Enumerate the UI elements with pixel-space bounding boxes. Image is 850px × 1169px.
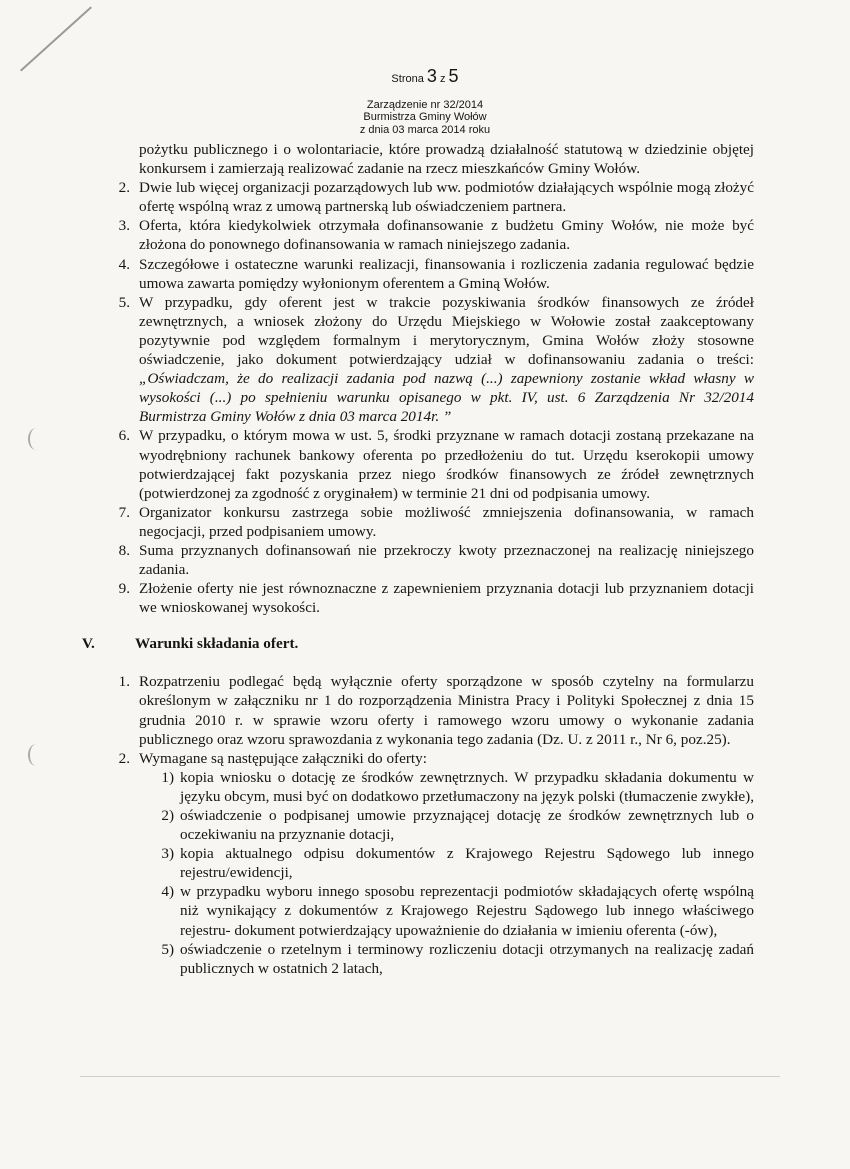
item-text: W przypadku, o którym mowa w ust. 5, środki przyznane w ramach dotacji zostaną przekazane na wyodrębniony rachunek bankowy oferenta po przedłożeniu do tut. Urzędu kserokopii umowy potwierdzającej fakt pozyskania przez niego środków finansowych ze źródeł zewnętrznych (potwierdzonej za zgodność z oryginałem) w terminie 21 dni od podpisania umowy. (139, 427, 754, 502)
page-number (0, 66, 850, 87)
item-text: Oferta, która kiedykolwiek otrzymała dofinansowanie z budżetu Gminy Wołów, nie może być złożona do ponownego dofinansowania w ramach niniejszego zadania. (139, 217, 754, 254)
item-number: 7. (118, 503, 130, 521)
punch-hole-mark (28, 428, 44, 450)
attachment-number: 1) (161, 768, 174, 786)
item-number: 3. (118, 217, 130, 235)
list-item (108, 255, 754, 293)
decree-number: Zarządzenie nr 32/2014 (366, 99, 484, 111)
item-number: 5. (118, 293, 130, 311)
page-total: 5 (448, 66, 459, 86)
attachment-number: 4) (161, 883, 174, 901)
decree-issuer: Burmistrza Gminy Wołów (363, 111, 487, 123)
attachment-text: kopia aktualnego odpisu dokumentów z Krajowego Rejestru Sądowego lub innego rejestru/ewidencji, (180, 845, 754, 882)
attachment-text: oświadczenie o podpisanej umowie przyznającej dotację ze środków zewnętrznych lub o oczekiwaniu na przyznanie dotacji, (180, 807, 754, 844)
scan-edge-mark (20, 6, 92, 71)
list-item (108, 216, 754, 254)
list-item (108, 672, 754, 748)
section-title: Warunki składania ofert. (135, 635, 299, 653)
item-number: 9. (118, 580, 130, 598)
document-body (82, 140, 754, 978)
item-number: 2. (118, 749, 130, 767)
item-text: Rozpatrzeniu podlegać będą wyłącznie oferty sporządzone w sposób czytelny na formularzu określonym w załączniku nr 1 do rozporządzenia Ministra Pracy i Polityki Społecznej z dnia 15 grudnia 2010 r. w sprawie wzoru oferty i ramowego wzoru umowy o wykonanie zadania publicznego oraz wzoru sprawozdania z wykonania tego zadania (Dz. U. z 2011 r., Nr 6, poz.25). (139, 673, 754, 748)
list-item (108, 293, 754, 427)
item-text: W przypadku, gdy oferent jest w trakcie pozyskiwania środków finansowych ze źródeł zewnętrznych, a wniosek złożony do Urzędu Miejskiego w Wołowie został zaakceptowany pozytywnie pod względem formalnym i merytorycznym, Gmina Wołów złoży stosowne oświadczenie, jako dokument potwierdzający udział w dofinansowaniu zadania o treści: (139, 293, 754, 369)
attachment-text: kopia wniosku o dotację ze środków zewnętrznych. W przypadku składania dokumentu w języku obcym, musi być on dodatkowo przetłumaczony na język polski (tłumaczenie zwykłe), (180, 768, 754, 805)
declaration-quote: „Oświadczam, że do realizacji zadania pod nazwą (...) zapewniony zostanie wkład własny w wysokości (...) po spełnieniu warunku opisanego w pkt. IV, ust. 6 Zarządzenia Nr 32/2014 Burmistrza Gminy Wołów z dnia 03 marca 2014r. ” (139, 370, 754, 426)
decree-date: z dnia 03 marca 2014 roku (359, 124, 491, 136)
attachment-item (108, 844, 754, 882)
page-of: z (439, 73, 446, 85)
page-prefix: Strona (391, 73, 424, 85)
attachment-number: 3) (161, 845, 174, 863)
list-item (108, 140, 754, 178)
list-item (108, 579, 754, 617)
list-item (108, 541, 754, 579)
page-bottom-rule (80, 1076, 780, 1077)
item-text: Suma przyznanych dofinansowań nie przekroczy kwoty przeznaczonej na realizację niniejszego zadania. (139, 541, 754, 579)
punch-hole-mark (28, 744, 44, 766)
attachment-text: oświadczenie o rzetelnym i terminowy rozliczeniu dotacji otrzymanych na realizację zadań publicznych w ostatnich 2 latach, (180, 940, 754, 977)
list-item (108, 503, 754, 541)
attachment-item (108, 940, 754, 978)
attachment-item (108, 768, 754, 806)
item-text: Złożenie oferty nie jest równoznaczne z zapewnieniem przyznania dotacji lub przyznaniem dotacji we wnioskowanej wysokości. (139, 580, 754, 617)
intro-text: pożytku publicznego i o wolontariacie, które prowadzą działalność statutową w dziedzinie objętej konkursem i zamierzają realizować zadanie na rzecz mieszkańców Gminy Wołów. (139, 141, 754, 178)
section-number: V. (82, 635, 95, 653)
list-item (108, 178, 754, 216)
section-heading (82, 634, 754, 653)
attachment-item (108, 882, 754, 939)
attachment-text: w przypadku wyboru innego sposobu reprezentacji podmiotów składających ofertę wspólną niż wynikający z dokumentów z Krajowego Rejestru Sądowego lub innego właściwego rejestru- dokument potwierdzający upoważnienie do działania w imieniu oferenta (-ów), (180, 883, 754, 939)
page-current: 3 (426, 66, 437, 86)
item-number: 8. (118, 541, 130, 559)
item-text: Szczegółowe i ostateczne warunki realizacji, finansowania i rozliczenia zadania regulować będzie umowa zawarta pomiędzy wyłonionym oferentem a Gminą Wołów. (139, 255, 754, 292)
item-number: 1. (118, 673, 130, 691)
item-text: Dwie lub więcej organizacji pozarządowych lub ww. podmiotów działających wspólnie mogą złożyć ofertę wspólną wraz z umową partnerską lub oświadczeniem partnera. (139, 179, 754, 216)
list-item (108, 426, 754, 502)
item-number: 2. (118, 179, 130, 197)
item-number: 4. (118, 255, 130, 273)
attachment-item (108, 806, 754, 844)
attachment-number: 2) (161, 807, 174, 824)
list-item (108, 749, 754, 768)
item-text: Wymagane są następujące załączniki do oferty: (139, 749, 427, 767)
item-text: Organizator konkursu zastrzega sobie możliwość zmniejszenia dofinansowania, w ramach negocjacji, przed podpisaniem umowy. (139, 503, 754, 540)
item-number: 6. (118, 427, 130, 445)
attachment-number: 5) (161, 940, 174, 958)
